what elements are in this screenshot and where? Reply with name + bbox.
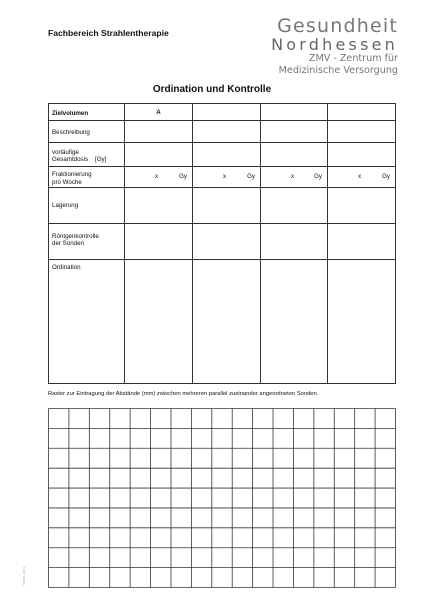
input-cell[interactable] [193,188,261,224]
input-cell[interactable] [125,188,193,224]
label-lagerung: Lagerung [49,188,125,224]
input-cell[interactable] [261,143,328,167]
input-cell[interactable] [328,260,396,384]
dose-cell[interactable]: x Gy [125,167,193,188]
input-cell[interactable] [261,188,328,224]
table-row-gesamtdosis [49,143,396,167]
logo-line-4: Medizinische Versorgung [278,65,398,76]
input-cell[interactable] [193,143,261,167]
input-cell[interactable] [193,260,261,384]
label-fraktionierung: Fraktionierung pro Woche [49,167,125,188]
input-cell[interactable] [261,260,328,384]
form-title: Ordination und Kontrolle [152,84,272,95]
dose-cell[interactable]: x Gy [328,167,396,188]
table-row-roentgenkontrolle [49,224,396,260]
dose-cell[interactable]: x Gy [261,167,328,188]
table-row-lagerung [49,188,396,224]
input-cell[interactable] [328,121,396,143]
input-cell[interactable] [193,121,261,143]
column-b-header[interactable] [193,104,261,121]
input-cell[interactable] [328,188,396,224]
input-cell[interactable] [261,224,328,260]
input-cell[interactable] [261,121,328,143]
input-cell[interactable] [193,224,261,260]
form-code: STR04_01/11 [22,566,26,585]
label-gesamtdosis: vorläufige Gesamtdosis [Gy] [49,143,125,167]
input-cell[interactable] [125,224,193,260]
logo-line-3: ZMV - Zentrum für [308,53,398,64]
table-row-fraktionierung [49,167,396,188]
column-a-header[interactable]: A [125,104,193,121]
input-cell[interactable] [125,260,193,384]
dose-cell[interactable]: x Gy [193,167,261,188]
label-roentgenkontrolle: Röntgenkontrolle der Sonden [49,224,125,260]
column-c-header[interactable] [261,104,328,121]
ordination-table [48,103,396,384]
label-beschreibung: Beschreibung [49,121,125,143]
input-cell[interactable] [125,121,193,143]
department-name: Fachbereich Strahlentherapie [48,28,169,38]
column-d-header[interactable] [328,104,396,121]
table-row-zielvolumen [49,104,396,121]
input-cell[interactable] [328,143,396,167]
input-cell[interactable] [125,143,193,167]
table-row-ordination [49,260,396,384]
logo-line-1: Gesundheit [277,15,398,37]
logo [271,16,398,77]
logo-line-2: Nordhessen [271,35,398,54]
raster-caption: Raster zur Eintragung der Abstände (mm) zwischen mehreren parallel zueinander angeordneten Sonden. [48,391,319,397]
label-ordination: Ordination [49,260,125,384]
table-row-beschreibung [49,121,396,143]
distance-grid[interactable] [48,408,396,588]
input-cell[interactable] [328,224,396,260]
label-zielvolumen: Zielvolumen [49,104,125,121]
